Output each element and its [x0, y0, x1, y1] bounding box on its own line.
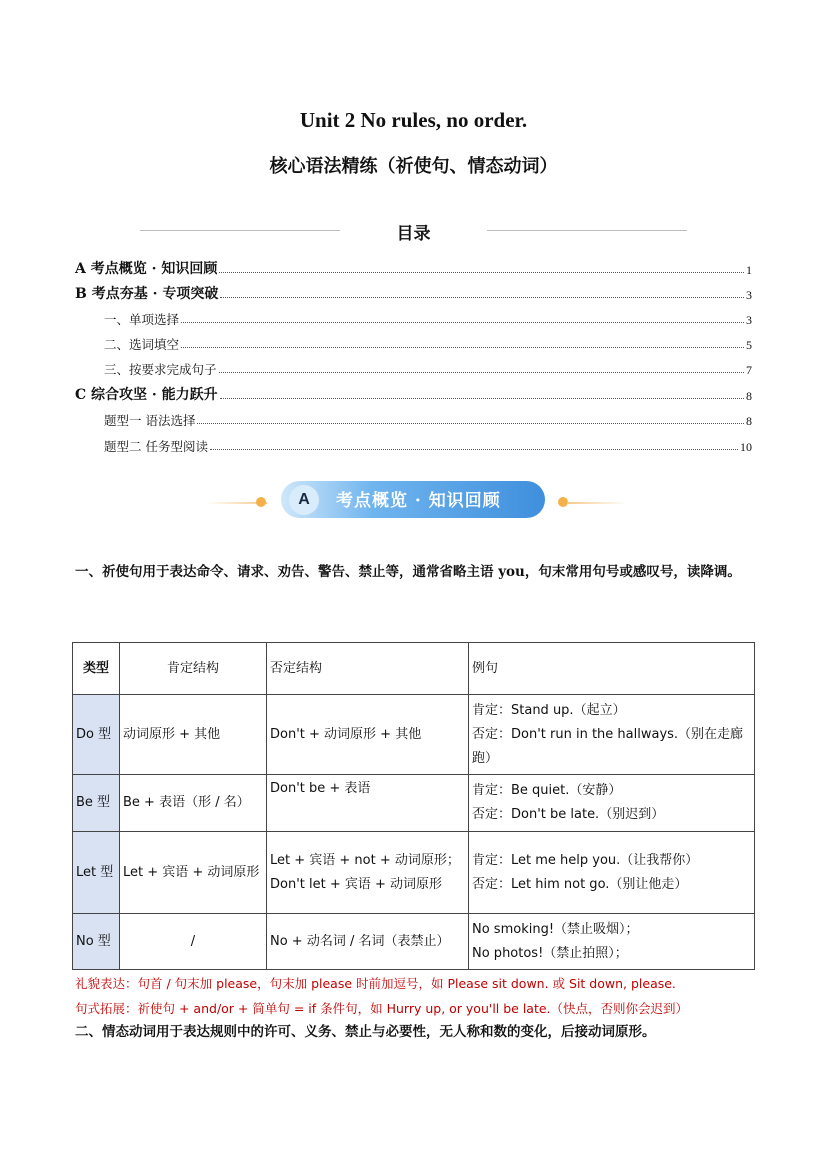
table-cell-negative: Don't + 动词原形 + 其他	[267, 695, 469, 775]
toc-entry[interactable]	[104, 407, 752, 429]
example-positive: 肯定：Be quiet.（安静）	[472, 783, 622, 798]
document-subtitle: 核心语法精练（祈使句、情态动词）	[269, 156, 558, 177]
example-line: No smoking!（禁止吸烟）；	[472, 921, 639, 937]
toc-entry-page: 8	[746, 414, 752, 428]
point-one-paragraph: 一、祈使句用于表达命令、请求、劝告、警告、禁止等，通常省略主语 you，句末常用句号或感叹号，读降调。	[75, 564, 741, 580]
table-cell-type: No 型	[73, 914, 120, 970]
table-cell-type: Do 型	[73, 695, 120, 775]
example-line: No photos!（禁止拍照）；	[472, 945, 628, 961]
toc-entry-page: 1	[746, 263, 752, 277]
table-cell-positive: Let + 宾语 + 动词原形	[120, 832, 267, 914]
toc-leader-dots	[197, 423, 744, 424]
toc-entry[interactable]	[104, 306, 752, 328]
table-row	[73, 775, 755, 832]
table-cell-examples	[469, 832, 755, 914]
table-cell-negative: No + 动名词 / 名词（表禁止）	[267, 914, 469, 970]
toc-entry-label: 题型二 任务型阅读	[104, 439, 208, 454]
toc-entry[interactable]	[104, 433, 752, 455]
toc-entry[interactable]	[75, 281, 752, 303]
toc-leader-dots	[220, 297, 744, 298]
example-negative: 否定：Let him not go.（别让他走）	[472, 876, 688, 892]
toc-entry[interactable]	[104, 331, 752, 353]
imperative-table	[72, 642, 755, 970]
table-header-cell: 例句	[469, 643, 755, 695]
toc-leader-dots	[219, 372, 744, 373]
toc-entry[interactable]	[75, 256, 752, 278]
table-cell-positive: /	[120, 914, 267, 970]
toc-leader-dots	[181, 322, 744, 323]
table-header-cell: 否定结构	[267, 643, 469, 695]
table-cell-negative	[267, 832, 469, 914]
table-row	[73, 832, 755, 914]
example-negative: 否定：Don't run in the hallways.（别在走廊跑）	[472, 726, 744, 766]
toc-entry-label: B 考点夯基 · 专项突破	[75, 286, 219, 302]
toc-entry-label: 三、按要求完成句子	[104, 362, 217, 377]
negative-line: Let + 宾语 + not + 动词原形；	[270, 852, 460, 868]
table-cell-positive: Be + 表语（形 / 名）	[120, 775, 267, 832]
table-cell-positive: 动词原形 + 其他	[120, 695, 267, 775]
section-letter-badge: A	[289, 485, 319, 515]
toc-leader-dots	[219, 272, 744, 273]
table-cell-examples	[469, 695, 755, 775]
toc-entry-label: A 考点概览 · 知识回顾	[75, 261, 218, 277]
toc-entry[interactable]	[75, 382, 752, 404]
toc-entry-page: 3	[746, 313, 752, 327]
document-title: Unit 2 No rules, no order.	[299, 108, 528, 132]
table-row	[73, 695, 755, 775]
toc-heading: 目录	[396, 224, 431, 244]
table-cell-type: Be 型	[73, 775, 120, 832]
toc-leader-dots	[220, 398, 744, 399]
toc-entry-page: 7	[746, 363, 752, 377]
table-cell-examples	[469, 914, 755, 970]
point-two-paragraph: 二、情态动词用于表达规则中的许可、义务、禁止与必要性，无人称和数的变化，后接动词原形。	[75, 1024, 656, 1040]
toc-entry-page: 5	[746, 338, 752, 352]
toc-entry-page: 10	[740, 440, 752, 454]
toc-entry-page: 3	[746, 288, 752, 302]
toc-entry-label: 二、选词填空	[104, 337, 180, 352]
table-row	[73, 914, 755, 970]
table-cell-type: Let 型	[73, 832, 120, 914]
banner-dot-left	[256, 497, 266, 507]
toc-entry-label: 题型一 语法选择	[104, 413, 196, 428]
toc-divider-right	[487, 230, 687, 231]
toc-entry-page: 8	[746, 389, 752, 403]
table-cell-negative: Don't be + 表语	[267, 775, 469, 832]
example-positive: 肯定：Stand up.（起立）	[472, 702, 626, 718]
sentence-extension-note: 句式拓展：祈使句 + and/or + 简单句 = if 条件句，如 Hurry up, or you'll be late.（快点，否则你会迟到）	[75, 1001, 689, 1016]
toc-entry-label: C 综合攻坚 · 能力跃升	[75, 387, 218, 403]
banner-line-right	[567, 502, 627, 504]
toc-leader-dots	[181, 347, 744, 348]
toc-entry[interactable]	[104, 356, 752, 378]
table-header-cell: 类型	[73, 643, 120, 695]
toc-leader-dots	[210, 449, 738, 450]
negative-line: Don't let + 宾语 + 动词原形	[270, 876, 443, 892]
table-header-cell: 肯定结构	[120, 643, 267, 695]
table-cell-examples	[469, 775, 755, 832]
section-banner-title: 考点概览 · 知识回顾	[336, 491, 501, 511]
toc-entry-label: 一、单项选择	[104, 312, 180, 327]
example-negative: 否定：Don't be late.（别迟到）	[472, 807, 665, 822]
example-positive: 肯定：Let me help you.（让我帮你）	[472, 852, 699, 868]
table-header-row	[73, 643, 755, 695]
polite-expression-note: 礼貌表达：句首 / 句末加 please，句末加 please 时前加逗号，如 Please sit down. 或 Sit down, please.	[75, 976, 676, 991]
